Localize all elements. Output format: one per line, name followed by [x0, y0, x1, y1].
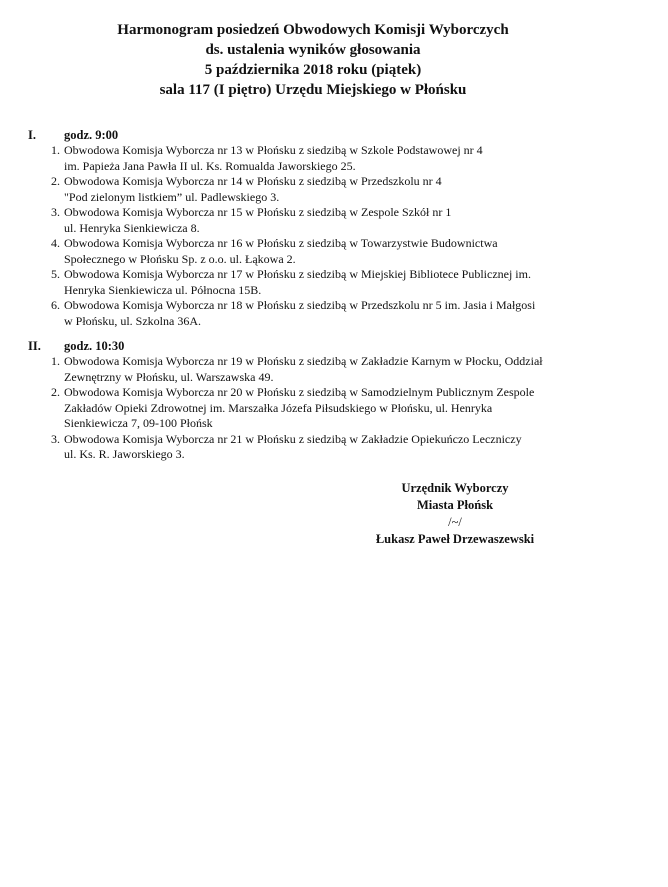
title-line-2: ds. ustalenia wyników głosowania [205, 42, 421, 58]
list-item-number: 4. [51, 236, 60, 250]
list-item-number: 3. [51, 431, 60, 446]
list-item-text: Obwodowa Komisja Wyborcza nr 14 w Płońsku z siedzibą w Przedszkolu nr 4 "Pod zielonym listkiem” ul. Padlewskiego 3. [64, 174, 442, 204]
list-item [28, 236, 608, 267]
section-1-header [28, 127, 608, 143]
section-1-list [28, 143, 608, 329]
signature-name: Łukasz Paweł Drzewaszewski [375, 532, 535, 546]
list-item-text: Obwodowa Komisja Wyborcza nr 16 w Płońsku z siedzibą w Towarzystwie Budownictwa Społecznego w Płońsku Sp. z o.o. ul. Łąkowa 2. [64, 236, 498, 266]
section-1-time: godz. 9:00 [64, 128, 119, 142]
section-2-number: II. [28, 339, 41, 353]
title-line-3: 5 października 2018 roku (piątek) [204, 62, 422, 78]
section-2 [28, 338, 608, 463]
title-line-4: sala 117 (I piętro) Urzędu Miejskiego w Płońsku [159, 82, 467, 98]
signature-title: Urzędnik Wyborczy [401, 481, 509, 495]
signature-block [350, 480, 560, 548]
title-line-1: Harmonogram posiedzeń Obwodowych Komisji Wyborczych [117, 22, 509, 38]
list-item-text: Obwodowa Komisja Wyborcza nr 18 w Płońsku z siedzibą w Przedszkolu nr 5 im. Jasia i Małgosi w Płońsku, ul. Szkolna 36A. [64, 298, 536, 328]
list-item-number: 1. [51, 354, 60, 368]
signature-office: Miasta Płońsk [416, 498, 494, 512]
list-item-text: Obwodowa Komisja Wyborcza nr 17 w Płońsku z siedzibą w Miejskiej Bibliotece Publicznej im. Henryka Sienkiewicza ul. Północna 15B. [64, 267, 531, 297]
list-item-text: Obwodowa Komisja Wyborcza nr 20 w Płońsku z siedzibą w Samodzielnym Publicznym Zespole Zakładów Opieki Zdrowotnej im. Marszałka Józefa Piłsudskiego w Płońsku, ul. Henryka Sienkiewicza 7, 09-100 Płońsk [64, 385, 535, 430]
list-item-number: 6. [51, 298, 60, 312]
signature-mark: /~/ [448, 515, 462, 529]
list-item-text: Obwodowa Komisja Wyborcza nr 19 w Płońsku z siedzibą w Zakładzie Karnym w Płocku, Oddział Zewnętrzny w Płońsku, ul. Warszawska 49. [64, 354, 543, 384]
list-item-number: 3. [51, 205, 60, 219]
list-item [28, 205, 608, 236]
list-item-number: 1. [51, 143, 60, 157]
list-item-number: 5. [51, 267, 60, 281]
list-item-text: Obwodowa Komisja Wyborcza nr 13 w Płońsku z siedzibą w Szkole Podstawowej nr 4 im. Papieża Jana Pawła II ul. Ks. Romualda Jaworskiego 25. [64, 143, 483, 173]
list-item [28, 298, 608, 329]
section-1 [28, 127, 608, 329]
document-title [0, 20, 626, 100]
list-item-number: 2. [51, 174, 60, 188]
section-1-number: I. [28, 128, 36, 142]
list-item [28, 385, 608, 432]
section-2-header [28, 338, 608, 354]
list-item-text: Obwodowa Komisja Wyborcza nr 15 w Płońsku z siedzibą w Zespole Szkół nr 1 ul. Henryka Sienkiewicza 8. [64, 205, 452, 235]
list-item-text: Obwodowa Komisja Wyborcza nr 21 w Płońsku z siedzibą w Zakładzie Opiekuńczo Leczniczy ul. Ks. R. Jaworskiego 3. [64, 431, 522, 461]
list-item [28, 267, 608, 298]
section-2-list [28, 354, 608, 463]
list-item [28, 143, 608, 174]
list-item [28, 174, 608, 205]
list-item-number: 2. [51, 385, 60, 399]
list-item [28, 354, 608, 385]
list-item [28, 432, 608, 463]
section-2-time: godz. 10:30 [64, 339, 125, 353]
